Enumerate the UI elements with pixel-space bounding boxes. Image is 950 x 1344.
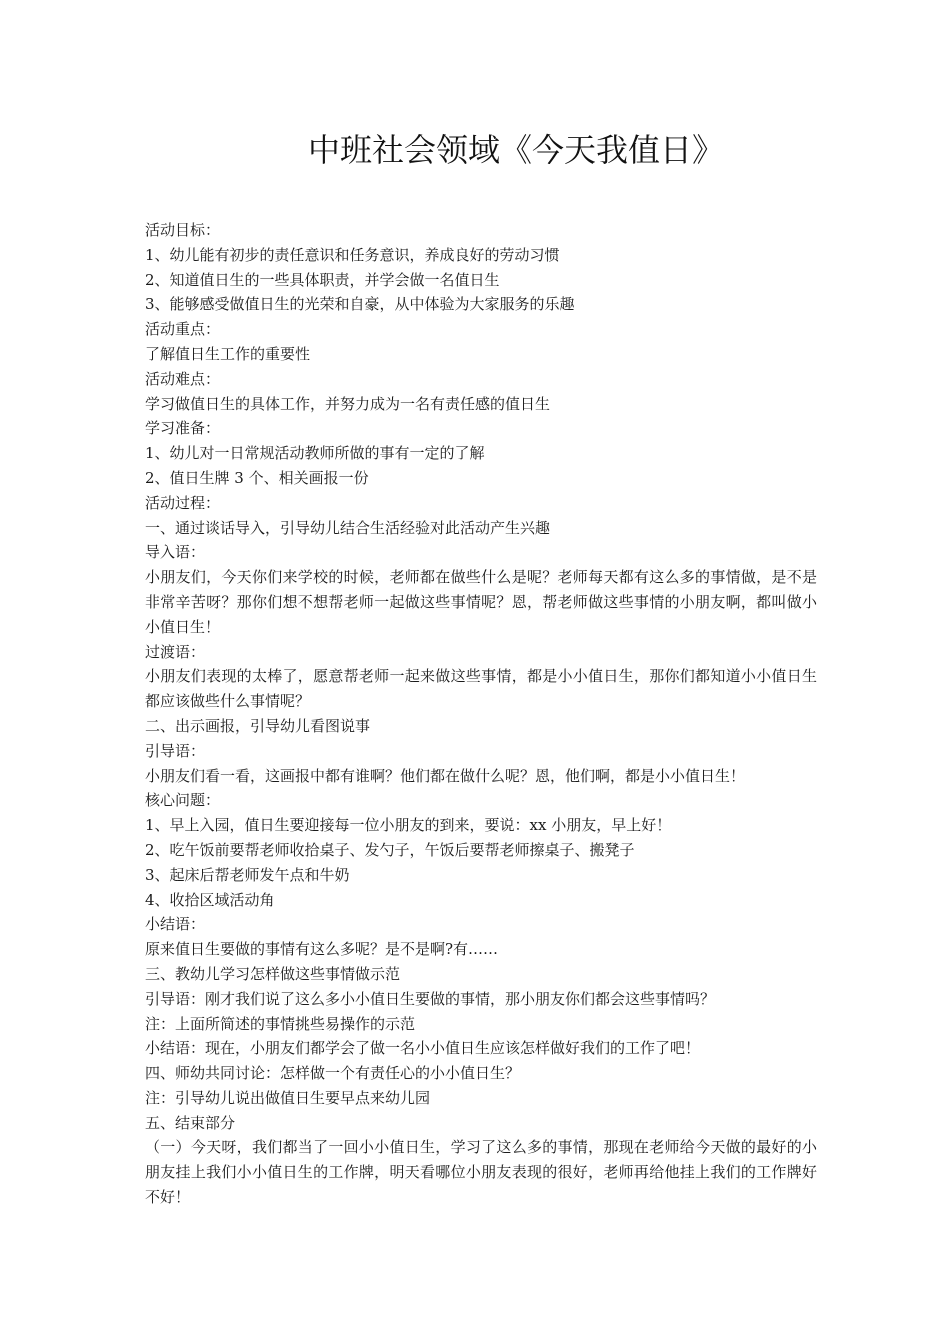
document-title: 中班社会领域《今天我值日》 [307, 131, 724, 169]
document-body [145, 218, 817, 1210]
intro-paragraph: 小朋友们，今天你们来学校的时候，老师都在做些什么是呢？老师每天都有这么多的事情做，是不是非常辛苦呀？那你们想不想帮老师一起做这些事情呢？恩，帮老师做这些事情的小朋友啊，都叫做小小值日生！ [145, 568, 817, 636]
preparation-item-1: 1、幼儿对一日常规活动教师所做的事有一定的了解 [145, 444, 485, 463]
core-question-3: 3、起床后帮老师发午点和牛奶 [145, 865, 350, 884]
step3-summary: 小结语：现在，小朋友们都学会了做一名小小值日生应该怎样做好我们的工作了吧！ [145, 1039, 701, 1058]
guide-label: 引导语： [145, 741, 206, 760]
section-heading-preparation: 学习准备： [145, 419, 221, 438]
focus-text: 了解值日生工作的重要性 [145, 344, 311, 363]
process-step-3: 三、教幼儿学习怎样做这些事情做示范 [145, 964, 401, 983]
section-heading-focus: 活动重点： [145, 320, 221, 339]
transition-label: 过渡语： [145, 642, 206, 661]
process-step-1: 一、通过谈话导入，引导幼儿结合生活经验对此活动产生兴趣 [145, 518, 551, 537]
core-question-1: 1、早上入园，值日生要迎接每一位小朋友的到来，要说：xx 小朋友，早上好！ [145, 816, 672, 835]
step3-guide: 引导语：刚才我们说了这么多小小值日生要做的事情，那小朋友你们都会这些事情吗？ [145, 989, 716, 1008]
process-step-5: 五、结束部分 [145, 1113, 236, 1132]
section-heading-process: 活动过程： [145, 493, 221, 512]
summary-paragraph: 原来值日生要做的事情有这么多呢？是不是啊?有…… [145, 940, 499, 959]
process-step-2: 二、出示画报，引导幼儿看图说事 [145, 716, 371, 735]
summary-label: 小结语： [145, 915, 206, 934]
goal-item-2: 2、知道值日生的一些具体职责，并学会做一名值日生 [145, 270, 500, 289]
goal-item-1: 1、幼儿能有初步的责任意识和任务意识，养成良好的劳动习惯 [145, 245, 560, 264]
ending-paragraph: （一）今天呀，我们都当了一回小小值日生，学习了这么多的事情，那现在老师给今天做的最好的小朋友挂上我们小小值日生的工作牌，明天看哪位小朋友表现的很好，老师再给他挂上我们的工作牌好不好！ [145, 1138, 817, 1207]
process-step-4: 四、师幼共同讨论：怎样做一个有责任心的小小值日生？ [145, 1064, 521, 1083]
difficulty-text: 学习做值日生的具体工作，并努力成为一名有责任感的值日生 [145, 394, 551, 413]
step3-note: 注：上面所简述的事情挑些易操作的示范 [145, 1014, 416, 1033]
goal-item-3: 3、能够感受做值日生的光荣和自豪，从中体验为大家服务的乐趣 [145, 295, 575, 314]
core-question-2: 2、吃午饭前要帮老师收拾桌子、发勺子，午饭后要帮老师擦桌子、搬凳子 [145, 840, 635, 859]
section-heading-difficulty: 活动难点： [145, 369, 221, 388]
transition-paragraph: 小朋友们表现的太棒了，愿意帮老师一起来做这些事情，都是小小值日生，那你们都知道小小值日生都应该做些什么事情呢？ [145, 667, 817, 711]
step4-note: 注：引导幼儿说出做值日生要早点来幼儿园 [145, 1088, 431, 1107]
guide-paragraph: 小朋友们看一看，这画报中都有谁啊？他们都在做什么呢？恩，他们啊，都是小小值日生！ [145, 766, 746, 785]
intro-label: 导入语： [145, 543, 206, 562]
core-question-4: 4、收拾区域活动角 [145, 890, 275, 909]
section-heading-goals: 活动目标： [145, 221, 221, 239]
preparation-item-2: 2、值日生牌 3 个、相关画报一份 [145, 468, 369, 487]
core-questions-label: 核心问题： [145, 791, 221, 810]
